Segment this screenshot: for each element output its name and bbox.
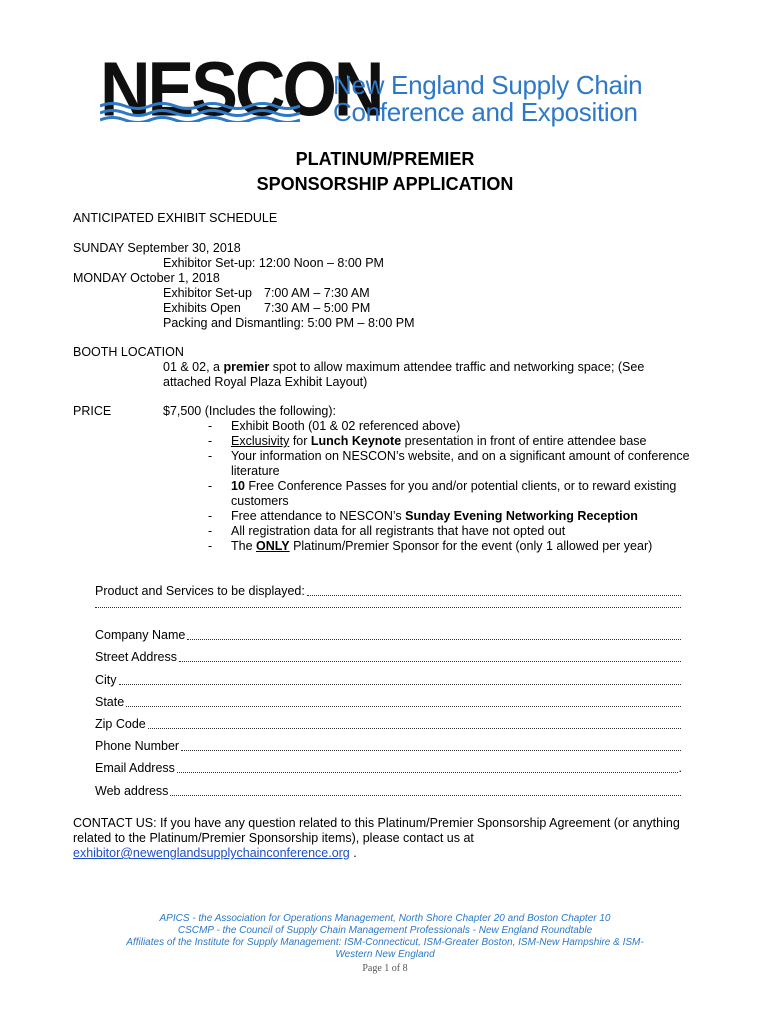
bullet-dash: - [208,479,213,493]
booth-line-2: attached Royal Plaza Exhibit Layout) [163,375,368,389]
booth-heading: BOOTH LOCATION [73,345,184,359]
exhibits-open-label: Exhibits Open [163,301,241,315]
sunday-date: SUNDAY September 30, 2018 [73,241,241,255]
price-item-registration: All registration data for all registrants that have not opted out [231,524,566,538]
price-amount: $7,500 (Includes the following): [163,404,337,418]
company-name-field[interactable]: Company Name [95,628,682,643]
sunday-setup: Exhibitor Set-up: 12:00 Noon – 8:00 PM [163,256,384,270]
conference-title: New England Supply Chain Conference and Exposition [333,70,643,127]
products-field-line-2[interactable] [95,606,682,611]
price-item-passes: 10 Free Conference Passes for you and/or potential clients, or to reward existing [231,479,677,493]
email-address-field[interactable]: Email Address . [95,761,682,775]
web-address-field[interactable]: Web address [95,784,682,799]
price-item-reception: Free attendance to NESCON’s Sunday Evening Networking Reception [231,509,638,523]
monday-date: MONDAY October 1, 2018 [73,271,220,285]
page-number: Page 1 of 8 [362,963,408,974]
logo-waves-icon [100,100,300,122]
price-item-booth: Exhibit Booth (01 & 02 referenced above) [231,419,461,433]
price-item-exclusivity: Exclusivity for Lunch Keynote presentation in front of entire attendee base [231,434,647,448]
page-title: PLATINUM/PREMIER SPONSORSHIP APPLICATION [256,149,514,194]
state-field[interactable]: State [95,695,682,710]
logo-wordmark: NESCON [100,46,382,133]
footer-affiliations: APICS - the Association for Operations Management, North Shore Chapter 20 and Boston Chapter 10 CSCMP - the Council of Supply Chain Management Professionals - New England Roundtable Affiliates of the Institute for Supply Management: ISM-Connecticut, ISM-Greater Boston, ISM-New Hampshire & ISM- Western New England [126,913,644,960]
price-item-website-cont: literature [231,464,280,478]
packing-dismantling: Packing and Dismantling: 5:00 PM – 8:00 PM [163,316,415,330]
schedule-heading: ANTICIPATED EXHIBIT SCHEDULE [73,211,278,225]
monday-setup-label: Exhibitor Set-up [163,286,252,300]
zip-code-field[interactable]: Zip Code [95,717,682,732]
price-item-passes-cont: customers [231,494,289,508]
street-address-field[interactable]: Street Address [95,650,682,665]
price-item-website: Your information on NESCON’s website, and on a significant amount of conference [231,449,690,463]
nescon-logo [100,44,382,133]
bullet-dash: - [208,434,213,448]
bullet-dash: - [208,524,213,538]
bullet-dash: - [208,509,213,523]
city-field[interactable]: City [95,673,682,688]
bullet-dash: - [208,539,213,553]
booth-line-1: 01 & 02, a premier spot to allow maximum attendee traffic and networking space; (See [163,360,645,374]
bullet-dash: - [208,419,213,433]
contact-paragraph: CONTACT US: If you have any question related to this Platinum/Premier Sponsorship Agreement (or anything related to the Platinum/Premier Sponsorship items), please contact us at exhibitor@newenglandsupplychainconference.org . [73,816,680,860]
monday-setup-time: 7:00 AM – 7:30 AM [264,286,370,300]
bullet-dash: - [208,449,213,463]
products-field[interactable]: Product and Services to be displayed: [95,584,682,599]
price-item-only-sponsor: The ONLY Platinum/Premier Sponsor for the event (only 1 allowed per year) [231,539,653,553]
phone-number-field[interactable]: Phone Number [95,739,682,754]
contact-email-link[interactable]: exhibitor@newenglandsupplychainconference.org [73,846,350,860]
exhibits-open-time: 7:30 AM – 5:00 PM [264,301,371,315]
price-label: PRICE [73,404,112,418]
